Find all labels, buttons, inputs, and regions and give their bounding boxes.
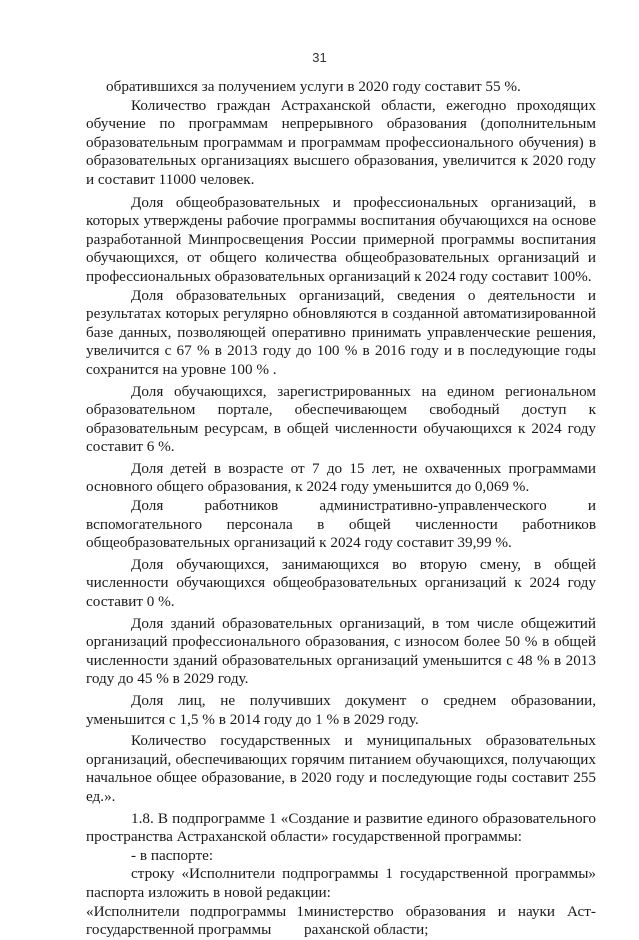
paragraph: 1.8. В подпрограмме 1 «Создание и развитие единого образовательного пространства Астраханской области» государственной программы: [86,809,596,846]
paragraph: обратившихся за получением услуги в 2020 году составит 55 %. [106,78,521,95]
table-left-cell [86,903,304,940]
table-right-cell [304,903,596,940]
table-right-line: министерство образования и науки Аст- [304,902,596,920]
paragraph: Доля образовательных организаций, сведения о деятельности и результатах которых регулярно обновляются в созданной автоматизированной базе данных, позволяющей оперативно принимать управленческие решения, увеличится с 67 % в 2013 году до 100 % в 2016 году и в последующие годы сохранится на уровне 100 % . [86,286,596,378]
table-left-line: государственной программы [86,921,272,939]
table-right-line: раханской области; [304,921,429,939]
paragraph: Доля общеобразовательных и профессиональных организаций, в которых утверждены рабочие программы воспитания обучающихся на основе разработанной Минпросвещения России примерной программы воспитания обучающихся, от общего количества общеобразовательных организаций и профессиональных образовательных организаций к 2024 году составит 100%. [86,193,596,285]
paragraph: Количество государственных и муниципальных образовательных организаций, обеспечивающих горячим питанием обучающихся, получающих начальное общее образование, в 2020 году и последующие годы составит 255 ед.». [86,732,596,805]
document-body [86,78,596,940]
paragraph: Доля работников административно-управленческого и вспомогательного персонала в общей численности работников общеобразовательных организаций к 2024 году составит 39,99 %. [86,497,596,552]
table-left-line: «Исполнители подпрограммы 1 [86,902,304,920]
page-number: 31 [312,50,327,65]
executors-table-row [86,903,596,940]
paragraph: строку «Исполнители подпрограммы 1 государственной программы» паспорта изложить в новой редакции: [86,865,596,901]
paragraph: Количество граждан Астраханской области, ежегодно проходящих обучение по программам непрерывного образования (дополнительным образовательным программам и программам профессионального обучения) в образовательных организациях высшего образования, увеличится к 2020 году и составит 11000 человек. [86,96,596,188]
paragraph: - в паспорте: [131,846,214,864]
paragraph: Доля лиц, не получивших документ о среднем образовании, уменьшится с 1,5 % в 2014 году до 1 % в 2029 году. [86,692,596,728]
paragraph: Доля зданий образовательных организаций, в том числе общежитий организаций профессионального образования, с износом более 50 % в общей численности зданий образовательных организаций уменьшится с 48 % в 2013 году до 45 % в 2029 году. [86,614,596,688]
paragraph: Доля обучающихся, зарегистрированных на едином региональном образовательном портале, обеспечивающем свободный доступ к образовательным ресурсам, в общей численности обучающихся к 2024 году составит 6 %. [86,382,596,456]
paragraph: Доля детей в возрасте от 7 до 15 лет, не охваченных программами основного общего образования, к 2024 году уменьшится до 0,069 %. [86,459,596,496]
paragraph: Доля обучающихся, занимающихся во вторую смену, в общей численности обучающихся общеобразовательных организаций к 2024 году составит 0 %. [86,555,596,611]
